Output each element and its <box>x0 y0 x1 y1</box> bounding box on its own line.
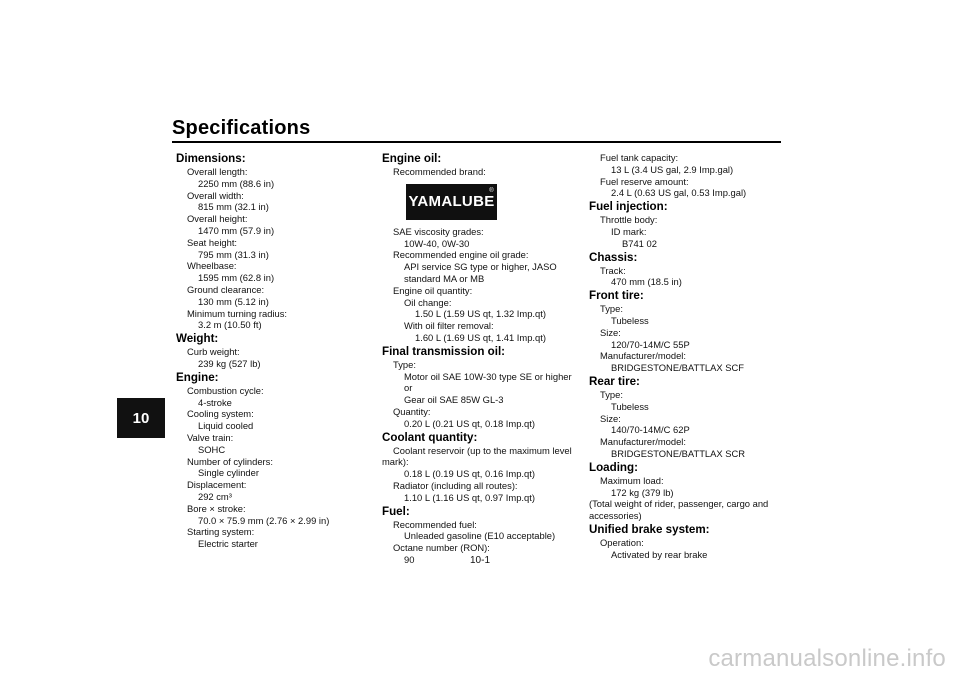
page-title: Specifications <box>172 117 311 139</box>
spec-line: Maximum load: <box>600 474 664 486</box>
spec-line: 13 L (3.4 US gal, 2.9 Imp.gal) <box>611 163 734 175</box>
section-heading: Final transmission oil: <box>382 344 506 358</box>
spec-line: Overall width: <box>187 189 244 201</box>
spec-line: Bore × stroke: <box>187 502 246 514</box>
spec-line: 140/70-14M/C 62P <box>611 424 690 436</box>
spec-line: Starting system: <box>187 526 255 538</box>
spec-line: Size: <box>600 326 621 338</box>
spec-line: 1.50 L (1.59 US qt, 1.32 Imp.qt) <box>415 308 546 320</box>
title-rule <box>172 141 781 143</box>
spec-line: (Total weight of rider, passenger, cargo and <box>589 498 769 510</box>
spec-line: Type: <box>600 303 623 315</box>
spec-line: 70.0 × 75.9 mm (2.76 × 2.99 in) <box>198 514 330 526</box>
spec-line: BRIDGESTONE/BATTLAX SCF <box>611 362 745 374</box>
spec-line: Seat height: <box>187 236 238 248</box>
spec-line: BRIDGESTONE/BATTLAX SCR <box>611 447 746 459</box>
spec-line: Tubeless <box>611 400 649 412</box>
section-heading: Weight: <box>176 332 219 346</box>
spec-line: 120/70-14M/C 55P <box>611 338 690 350</box>
spec-line: Recommended brand: <box>393 166 486 177</box>
spec-line: 3.2 m (10.50 ft) <box>198 319 262 331</box>
section-heading: Loading: <box>589 460 638 474</box>
spec-line: Manufacturer/model: <box>600 436 686 448</box>
spec-line: Valve train: <box>187 431 234 443</box>
spec-line: Gear oil SAE 85W GL-3 <box>404 394 504 406</box>
spec-line: Minimum turning radius: <box>187 307 288 319</box>
spec-line: Recommended fuel: <box>393 518 477 530</box>
section-heading: Fuel: <box>382 504 410 518</box>
spec-line: Type: <box>393 358 416 370</box>
section-heading: Front tire: <box>589 289 644 303</box>
section-heading: Fuel injection: <box>589 200 668 214</box>
spec-line: Curb weight: <box>187 346 240 358</box>
spec-line: Activated by rear brake <box>611 548 708 560</box>
spec-line: Coolant reservoir (up to the maximum level <box>393 444 572 456</box>
spec-line: Motor oil SAE 10W-30 type SE or higher or <box>404 370 572 394</box>
spec-line: 4-stroke <box>198 396 232 408</box>
spec-line: 815 mm (32.1 in) <box>198 201 269 213</box>
spec-line: Wheelbase: <box>187 260 237 272</box>
section-heading: Unified brake system: <box>589 522 710 536</box>
section-heading: Engine oil: <box>382 152 442 165</box>
spec-line: 239 kg (527 lb) <box>198 357 261 369</box>
spec-line: standard MA or MB <box>404 272 485 284</box>
spec-line: Oil change: <box>404 296 452 308</box>
spec-line: Liquid cooled <box>198 420 254 432</box>
spec-line: Fuel reserve amount: <box>600 175 689 187</box>
spec-line: Overall length: <box>187 166 248 177</box>
spec-line: Octane number (RON): <box>393 542 490 554</box>
spec-line: Unleaded gasoline (E10 acceptable) <box>404 530 556 542</box>
spec-line: Ground clearance: <box>187 283 265 295</box>
spec-line: Electric starter <box>198 538 258 550</box>
spec-line: Number of cylinders: <box>187 455 273 467</box>
spec-line: 0.18 L (0.19 US qt, 0.16 Imp.qt) <box>404 468 535 480</box>
section-heading: Engine: <box>176 370 219 384</box>
spec-line: With oil filter removal: <box>404 320 494 332</box>
spec-column-2 <box>382 152 582 566</box>
spec-line: Recommended engine oil grade: <box>393 249 529 261</box>
spec-line: 292 cm³ <box>198 490 232 502</box>
spec-line: 90 <box>404 553 415 565</box>
spec-line: B741 02 <box>622 237 657 249</box>
spec-line: ID mark: <box>611 225 647 237</box>
spec-line: Track: <box>600 264 626 276</box>
section-heading: Rear tire: <box>589 374 640 388</box>
spec-line: Engine oil quantity: <box>393 284 473 296</box>
spec-line: 2250 mm (88.6 in) <box>198 177 275 189</box>
page-number: 10-1 <box>469 555 490 566</box>
spec-line: Tubeless <box>611 314 649 326</box>
spec-line: 1.10 L (1.16 US qt, 0.97 Imp.qt) <box>404 491 535 503</box>
spec-line: 1.60 L (1.69 US qt, 1.41 Imp.qt) <box>415 331 546 343</box>
spec-line: 2.4 L (0.63 US gal, 0.53 Imp.gal) <box>611 187 747 199</box>
chapter-tab: 10 <box>117 398 165 438</box>
spec-line: Type: <box>600 388 623 400</box>
spec-line: Overall height: <box>187 213 248 225</box>
section-heading: Coolant quantity: <box>382 430 478 444</box>
spec-line: Cooling system: <box>187 408 254 420</box>
spec-column-3 <box>589 152 789 561</box>
spec-line: Operation: <box>600 536 644 548</box>
spec-line: 10W-40, 0W-30 <box>404 237 470 249</box>
spec-line: 0.20 L (0.21 US qt, 0.18 Imp.qt) <box>404 417 535 429</box>
spec-line: 1470 mm (57.9 in) <box>198 224 275 236</box>
spec-line: Quantity: <box>393 405 431 417</box>
spec-line: 795 mm (31.3 in) <box>198 248 269 260</box>
spec-line: 1595 mm (62.8 in) <box>198 272 275 284</box>
spec-line: 172 kg (379 lb) <box>611 486 674 498</box>
spec-line: SAE viscosity grades: <box>393 225 484 237</box>
spec-line: mark): <box>382 456 409 468</box>
spec-line: 130 mm (5.12 in) <box>198 295 269 307</box>
section-heading: Chassis: <box>589 250 638 264</box>
spec-column-1 <box>176 152 366 550</box>
spec-line: Throttle body: <box>600 214 658 226</box>
section-heading: Dimensions: <box>176 152 246 165</box>
spec-line: SOHC <box>198 443 226 455</box>
spec-line: Size: <box>600 412 621 424</box>
spec-line: Single cylinder <box>198 467 259 479</box>
spec-line: 470 mm (18.5 in) <box>611 276 682 288</box>
spec-line: Radiator (including all routes): <box>393 479 518 491</box>
spec-line: Manufacturer/model: <box>600 350 686 362</box>
watermark: carmanualsonline.info <box>708 645 946 672</box>
yamalube-logo <box>406 184 497 220</box>
spec-line: accessories) <box>589 510 642 522</box>
spec-line: API service SG type or higher, JASO <box>404 261 557 273</box>
spec-line: Fuel tank capacity: <box>600 152 679 163</box>
registered-mark: ® <box>489 187 494 194</box>
spec-line: Combustion cycle: <box>187 384 264 396</box>
spec-line: Displacement: <box>187 479 247 491</box>
logo-text: YAMALUBE <box>408 192 495 210</box>
